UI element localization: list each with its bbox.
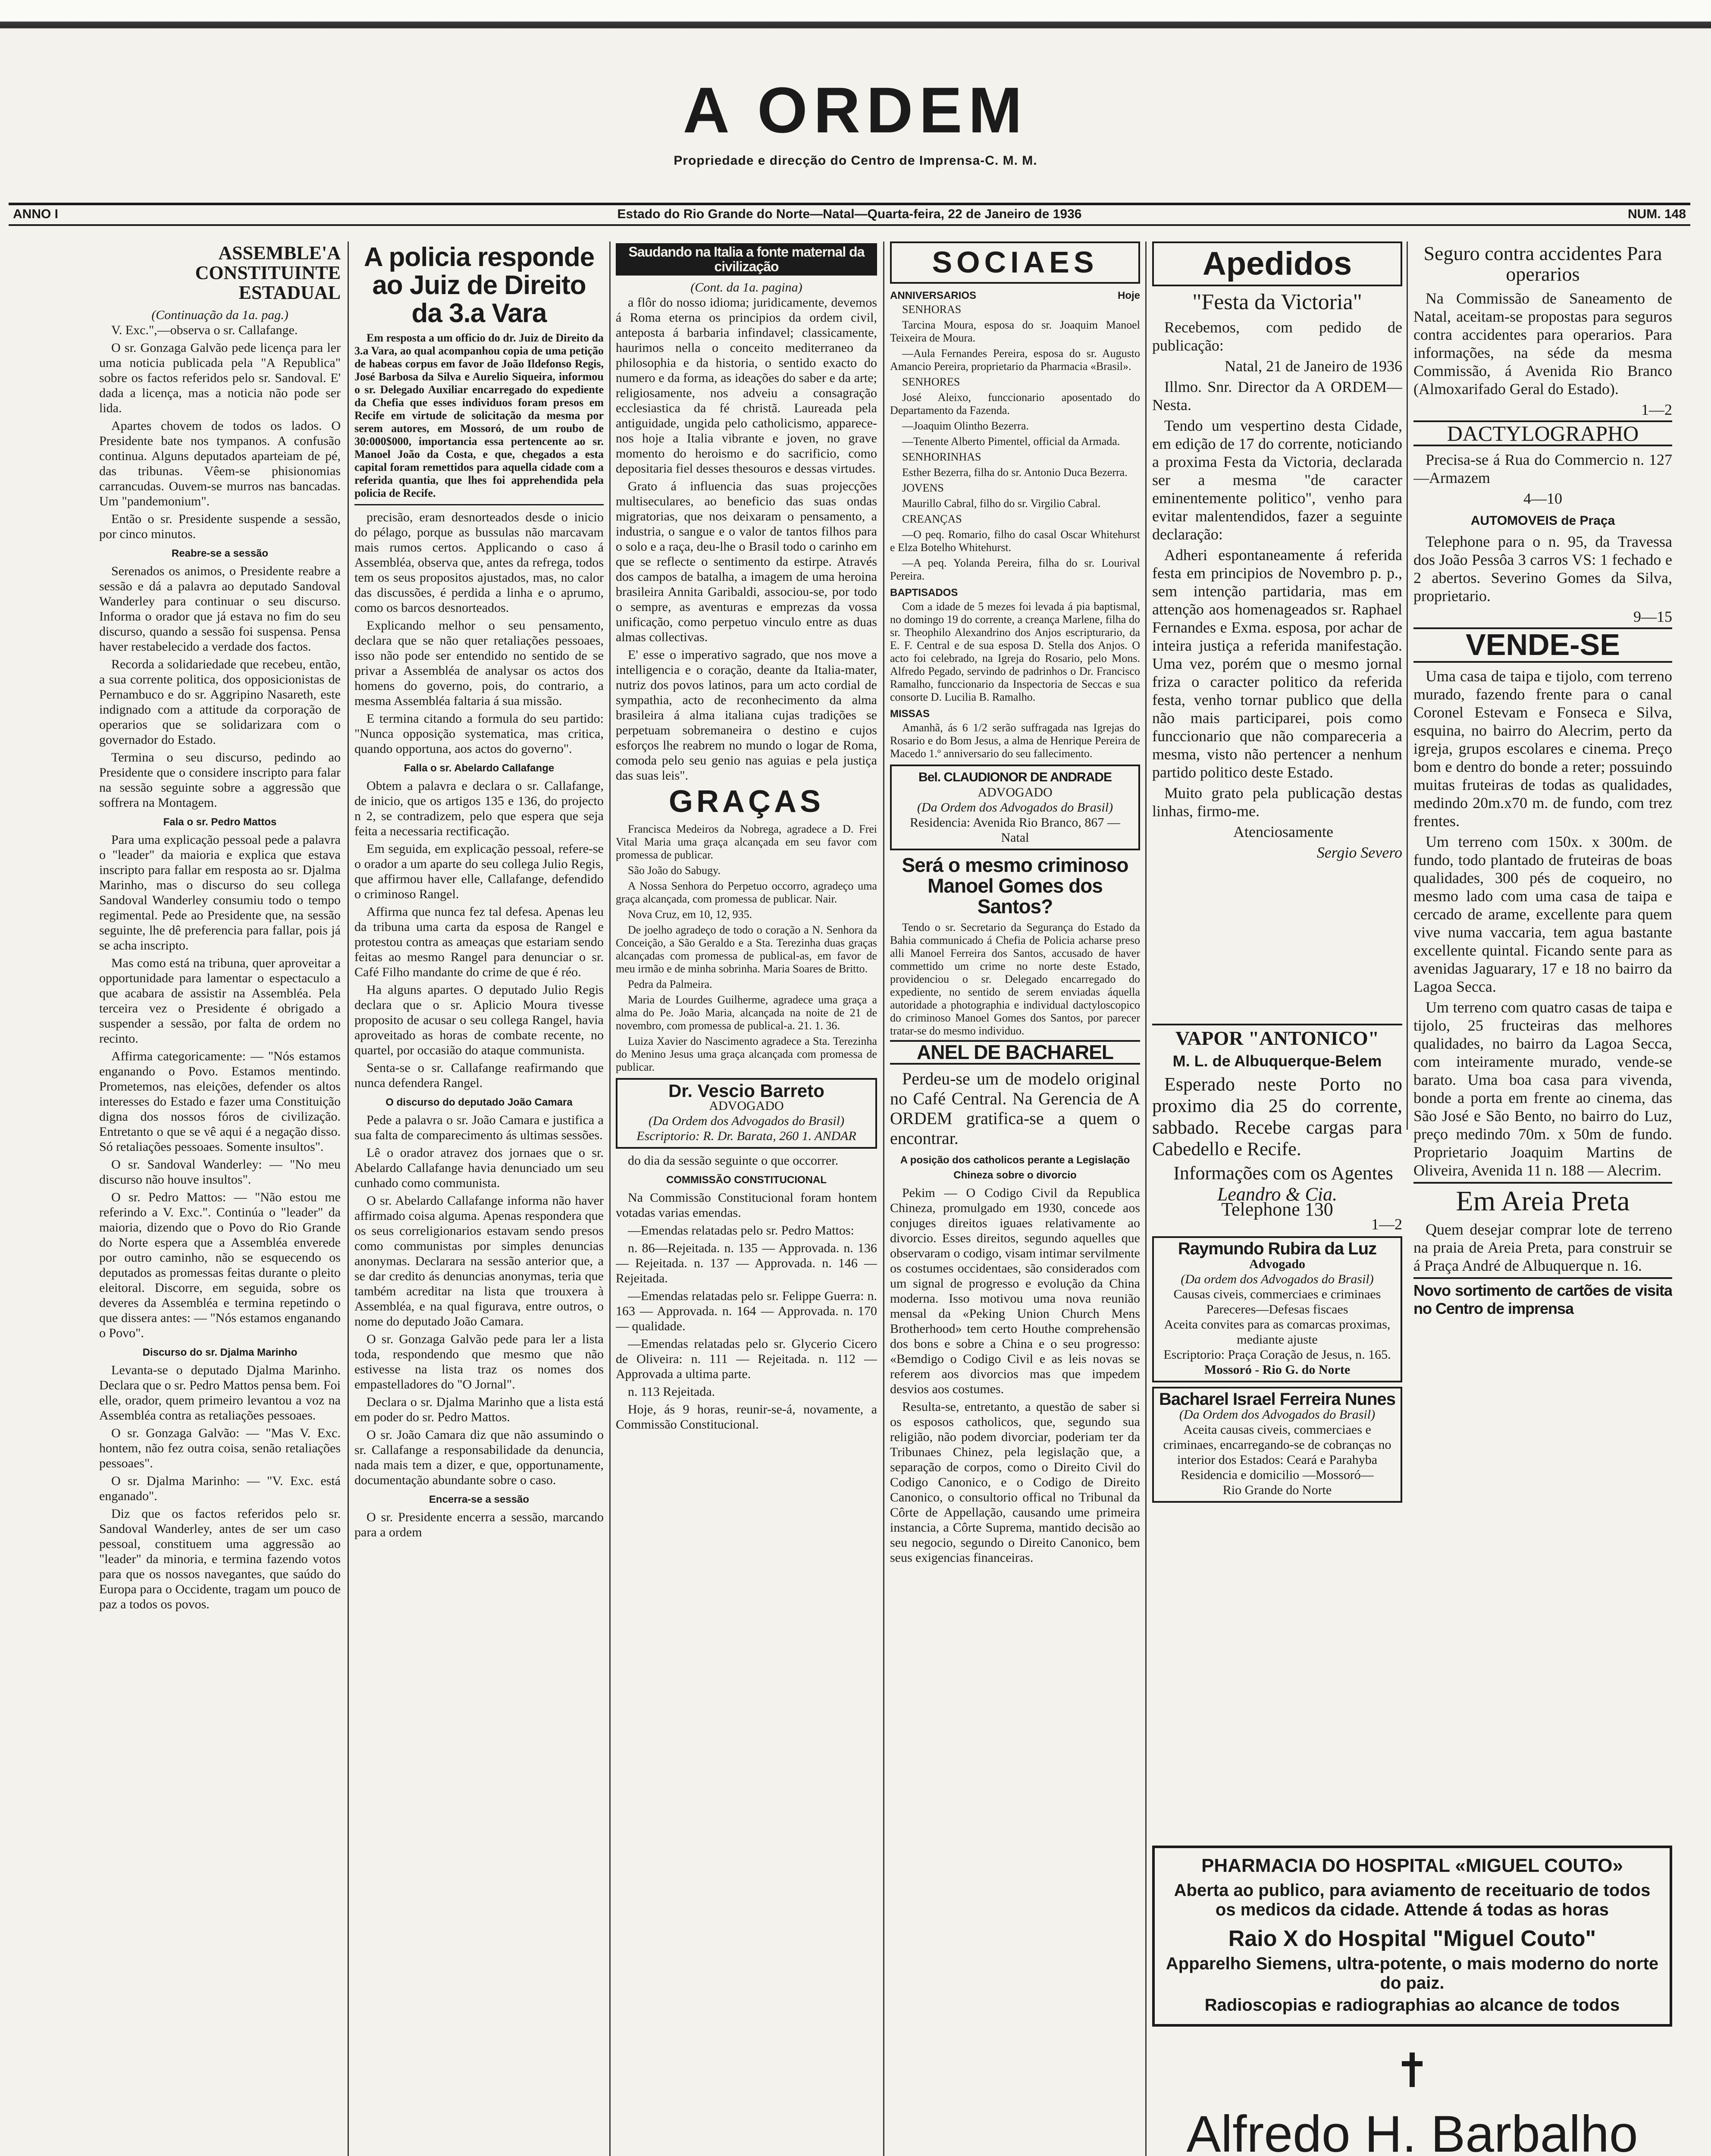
- paragraph: Atenciosamente: [1233, 823, 1333, 841]
- aniversarios-text: ANNIVERSARIOS: [890, 289, 977, 301]
- paragraph: Perdeu-se um de modelo original no Café Central. Na Gerencia de A ORDEM gratifica-se a quem o encontrar.: [890, 1069, 1140, 1148]
- headline-dactylographo: DACTYLOGRAPHO: [1413, 420, 1672, 447]
- signature: Sergio Severo: [1316, 844, 1402, 862]
- dateline-number: NUM. 148: [1627, 207, 1686, 221]
- paragraph: Com a idade de 5 mezes foi levada á pia baptismal, no domingo 19 do corrente, a creança Marlene, filha do sr. Theophilo Alexandrino dos Anjos escripturario, da E. F. Central e de sua esposa D. Stella dos Anjos. O acto foi celebrado, na Igreja do Rosario, pelo Mons. Alfredo Pegado, servindo de padrinhos o Dr. Francisco Ramalho, funccionario da Inspectoria de Seccas e sua consorte D. Lucilia B. Ramalho.: [890, 600, 1140, 703]
- dateline: [9, 203, 1690, 226]
- ad-note: (Da Ordem dos Advogados do Brasil): [917, 800, 1113, 815]
- ad-name: Dr. Vescio Barreto: [668, 1080, 824, 1101]
- paragraph: O sr. Abelardo Callafange informa não haver affirmado coisa alguma. Apenas respondera que os seus correligionarios estavam sendo presos como communistas por simples denuncias anonymas. Declarara na sessão anterior que, a se dar credito ás denuncias anonymas, teria que também acreditar na lista que trouxera à Assembléa, e na qual figurava, entre outros, o nome do deputado João Camara.: [354, 1194, 604, 1329]
- paragraph: Serenados os animos, o Presidente reabre a sessão e dá a palavra ao deputado Sandoval Wanderley para continuar o seu discurso. Informa o orador que já estava no fim do seu discurso, quando a sessão foi suspensa. Pensa haver restabelecido a verdade dos factos.: [99, 564, 341, 654]
- ad-text: Aceita causas civeis, commerciaes e criminaes, encarregando-se de cobranças no interior dos Estados: Ceará e Parahyba: [1163, 1423, 1391, 1467]
- paragraph: Mas como está na tribuna, quer aproveitar a opportunidade para lamentar o espectaculo a que acabara de assistir na Assembléa. Pela terceira vez o Presidente é obrigado a suspender a sessão, por falta de ordem no recinto.: [99, 956, 341, 1046]
- paragraph: O sr. João Camara diz que não assumindo o sr. Callafange a responsabilidade da denuncia, nada mais tem a dizer, e que, opportunamente, documentação abundante sobre o caso.: [354, 1428, 604, 1488]
- paragraph: O sr. Gonzaga Galvão pede licença para ler uma noticia publicada pela "A Republica" sobre os factos referidos pelo sr. Sandoval. E' dada a licença, mas a noticia não pode ser lida.: [99, 340, 341, 415]
- ad-note: (Da Ordem dos Advogados do Brasil): [648, 1113, 845, 1128]
- ad-role: ADVOGADO: [978, 785, 1053, 799]
- subheading: COMMISSÃO CONSTITUCIONAL: [666, 1174, 827, 1186]
- social-line: —Aula Fernandes Pereira, esposa do sr. Augusto Amancio Pereira, proprietario da Pharmacia «Brasil».: [890, 347, 1140, 373]
- column-classificados: [1413, 241, 1672, 1802]
- paragraph: Affirma categoricamente: — "Nós estamos enganando o Povo. Estamos mentindo. Prometemos, nas eleições, defender os altos interesses do Estado e fazer uma Constituição digna dos nossos fóros de civilização. Entretanto o que se vê aqui é a negação disso. Só retaliações pessoaes. Somente insultos".: [99, 1049, 341, 1154]
- graca-item: De joelho agradeço de todo o coração a N. Senhora da Conceição, a São Geraldo e a Sta. Terezinha duas graças alcançadas com promessa de publical-as, em favor de meu irmão e de minha sobrinha. Maria Soares de Britto.: [616, 923, 877, 975]
- paragraph: Na Commissão de Saneamento de Natal, aceitam-se propostas para seguros contra accidentes para operarios. Para informações, na séde da mesma Commissão, á Avenida Rio Branco (Almoxarifado Geral do Estado).: [1413, 289, 1672, 398]
- social-line: José Aleixo, funccionario aposentado do Departamento da Fazenda.: [890, 391, 1140, 417]
- paragraph: Affirma que nunca fez tal defesa. Apenas leu da tribuna uma carta da esposa de Rangel e protestou contra as ameaças que estariam sendo feitas ao mesmo Rangel para denunciar o sr. Café Filho mandante do crime de que é réo.: [354, 905, 604, 980]
- baptisados-label: BAPTISADOS: [890, 586, 958, 599]
- headline-criminoso: Será o mesmo criminoso Manoel Gomes dos Santos?: [902, 853, 1128, 918]
- agent-phone-ref: 1—2: [1371, 1216, 1402, 1233]
- graca-item: Pedra da Palmeira.: [628, 978, 712, 990]
- paragraph: Então o sr. Presidente suspende a sessão, por cinco minutos.: [99, 511, 341, 541]
- headline-assembleia: ASSEMBLE'A CONSTITUINTE ESTADUAL: [195, 242, 341, 304]
- ad-state: Rio Grande do Norte: [1222, 1483, 1332, 1498]
- ad-ref: 9—15: [1633, 608, 1672, 626]
- sociaes-title: SOCIAES: [890, 241, 1140, 284]
- newspaper-title: A ORDEM: [683, 74, 1028, 146]
- paragraph: Telephone para o n. 95, da Travessa dos João Pessôa 3 carros VS: 1 fechado e 2 abertos. Severino Gomes da Silva, proprietario.: [1413, 533, 1672, 605]
- obituary: [1152, 2044, 1672, 2156]
- ad-claudionor: [890, 765, 1140, 850]
- ad-city: Mossoró - Rio G. do Norte: [1204, 1363, 1351, 1377]
- graca-item: A Nossa Senhora do Perpetuo occorro, agradeço uma graça alcançada, com promessa de publicar. Nair.: [616, 879, 877, 905]
- paragraph: Apartes chovem de todos os lados. O Presidente bate nos tympanos. A confusão continua. Alguns deputados aparteiam de pé, das tribunas. Vêem-se phisionomias carrancudas. Ouvem-se murros nas bancadas. Um "pandemonium".: [99, 418, 341, 508]
- headline-italia: Saudando na Italia a fonte maternal da civilização: [616, 243, 877, 276]
- paragraph: O sr. Presidente encerra a sessão, marcando para a ordem: [354, 1510, 604, 1540]
- hoje-label: Hoje: [1117, 289, 1140, 301]
- paragraph: Recorda a solidariedade que recebeu, então, a sua corrente politica, dos opposicionistas de Pernambuco e do sr. Aggripino Nasareth, este indignado com a attitude da corporação de operarios que se solidarizara com o governador do Estado.: [99, 657, 341, 747]
- paragraph: Um terreno com 150x. x 300m. de fundo, todo plantado de fruteiras de boas qualidades, 300 pés de coqueiro, no mesmo lado com uma casa de taipa e cercado de arame, excellente para quem vive numa vaccaria, tem agua bastante excellente quintal. Ficando sente para as avenidas Jaguarary, 17 e 18 no bairro da Lagoa Secca.: [1413, 833, 1672, 995]
- social-line: CREANÇAS: [902, 512, 962, 525]
- pharmacy-box: [1152, 1846, 1672, 2027]
- graca-item: Maria de Lourdes Guilherme, agradece uma graça a alma do Pe. João Maria, alcançada na noite de 21 de novembro, com promessa de publical-a. 21. 1. 36.: [616, 993, 877, 1032]
- paragraph: Esperado neste Porto no proximo dia 25 do corrente, sabbado. Recebe cargas para Cabedello e Recife.: [1152, 1074, 1402, 1160]
- paragraph: Termina o seu discurso, pedindo ao Presidente que o considere inscripto para falar na sessão seguinte sobre a aggressão que soffrera na Montagem.: [99, 750, 341, 810]
- paragraph: Uma casa de taipa e tijolo, com terreno murado, fazendo frente para o canal Coronel Estevam e Fonseca e Silva, esquina, no bairro do Alecrim, perto da igreja, grupos escolares e cinema. Preço bom e dentro do bonde a reter; possuindo muitas fruteiras de todas as qualidades, medindo 20m.x70 m. de fundo, com trez frentes.: [1413, 667, 1672, 830]
- gracas-title: GRAÇAS: [668, 784, 824, 819]
- social-line: —O peq. Romario, filho do casal Oscar Whitehurst e Elza Botelho Whitehurst.: [890, 528, 1140, 554]
- agent-phone: Telephone 130: [1221, 1199, 1333, 1220]
- paragraph: O sr. Gonzaga Galvão pede para ler a lista toda, respondendo que mesmo que não estivesse na lista traz os nomes dos empastelladores do "O Jornal".: [354, 1332, 604, 1392]
- agent-name: Leandro & Cia.: [1217, 1184, 1338, 1205]
- social-line: SENHORAS: [902, 303, 962, 316]
- vapor-company: M. L. de Albuquerque-Belem: [1172, 1052, 1382, 1070]
- paragraph: Quem desejar comprar lote de terreno na praia de Areia Preta, para construir se á Praça André de Albuquerque n. 16.: [1413, 1220, 1672, 1274]
- ad-ref: 1—2: [1641, 401, 1672, 418]
- graca-item: Luiza Xavier do Nascimento agradece a Sta. Terezinha do Menino Jesus uma graça alcançada com promessa de publicar.: [616, 1034, 877, 1073]
- subheading: Fala o sr. Pedro Mattos: [163, 816, 277, 828]
- ad-raymundo: [1152, 1236, 1402, 1382]
- dateline-place-date: Estado do Rio Grande do Norte—Natal—Quarta-feira, 22 de Janeiro de 1936: [617, 207, 1082, 221]
- pharmacy-line: Radioscopias e radiographias ao alcance de todos: [1204, 1996, 1620, 2015]
- paragraph: Resulta-se, entretanto, a questão de saber si os esposos catholicos, que, segundo sua religião, não podem divorciar, poderiam ter da Tribunaes Chinez, pela legislação que, a separação de corpos, como o Direito Civil do Codigo Canonico, e o Codigo de Direito Canonico, o consultorio offical no Tribunal da Côrte de Appellação, causando ume primeira instancia, a Côrte Suprema, mantido decisão ao seu negocio, segundo o Direito Canonico, bem seus exigencias financeiras.: [890, 1399, 1140, 1565]
- obituary-name: Alfredo H. Barbalho: [1186, 2105, 1638, 2156]
- paragraph: Informações com os Agentes: [1173, 1163, 1393, 1184]
- ad-text: Escriptorio: Praça Coração de Jesus, n. 165.: [1163, 1348, 1391, 1362]
- paragraph: —Emendas relatadas pelo sr. Glycerio Cicero de Oliveira: n. 111 — Rejeitada. n. 112 — Approvada a ultima parte.: [616, 1336, 877, 1381]
- subheading: Reabre-se a sessão: [171, 547, 269, 559]
- subheading: Falla o sr. Abelardo Callafange: [404, 762, 555, 774]
- continued-note: (Cont. da 1a. pagina): [690, 280, 802, 295]
- paragraph: Ha alguns apartes. O deputado Julio Regis declara que o sr. Aplicio Moura tivesse proposito de acusar o seu collega Rangel, havia aproveitado as horas de combate recente, no quartel, por occasião do ataque communista.: [354, 983, 604, 1058]
- ad-note: (Da ordem dos Advogados do Brasil): [1181, 1272, 1374, 1287]
- subheading: A posição dos catholicos perante a Legislação Chineza sobre o divorcio: [900, 1154, 1130, 1181]
- paragraph: Precisa-se á Rua do Commercio n. 127—Armazem: [1413, 451, 1672, 487]
- paragraph: Pede a palavra o sr. João Camara e justifica a sua falta de comparecimento ás ultimas sessões.: [354, 1113, 604, 1143]
- social-line: SENHORINHAS: [902, 450, 981, 463]
- column-rule: [1145, 241, 1147, 2156]
- paragraph: O sr. Pedro Mattos: — "Não estou me referindo a V. Exc.". Continúa o "leader" da maioria, dizendo que o Povo do Rio Grande do Norte espera que a Assembléa enverede por outro caminho, não se esquecendo os deputados as promessas feitas durante o pleito eleitoral. Discorre, em seguida, sobre os deveres da Assembléa e termina repetindo o que dissera antes: — "Nós estamos enganando o Povo".: [99, 1190, 341, 1340]
- social-line: —Tenente Alberto Pimentel, official da Armada.: [902, 435, 1120, 448]
- paragraph: Recebemos, com pedido de publicação:: [1152, 319, 1402, 354]
- headline-areia-preta: Em Areia Preta: [1413, 1182, 1672, 1216]
- column-policia: [354, 241, 604, 2156]
- paragraph: Levanta-se o deputado Djalma Marinho. Declara que o sr. Pedro Mattos pensa bem. Foi elle, orador, quem primeiro levantou a voz na Assembléa contra as retaliações pessoaes.: [99, 1363, 341, 1423]
- headline-seguro: Seguro contra accidentes Para operarios: [1423, 242, 1662, 285]
- column-sociaes: [890, 241, 1140, 2156]
- headline-automoveis: AUTOMOVEIS de Praça: [1470, 514, 1615, 528]
- paragraph: Hoje, ás 9 horas, reunir-se-á, novamente, a Commissão Constitucional.: [616, 1402, 877, 1432]
- page-top-band: [0, 0, 1711, 39]
- paragraph: Na Commissão Constitucional foram hontem votadas varias emendas.: [616, 1190, 877, 1220]
- paragraph: Um terreno com quatro casas de taipa e tijolo, 25 fructeiras das melhores qualidades, no bairro da Lagoa Secca, com inteiramente murado, vende-se barato. Uma boa casa para vivenda, bonde a porta em frente ao cinema, das São José e São Bento, no bairro do Luz, preço medindo 70m. x 50m de fundo. Proprietario Joaquim Martins de Oliveira, Avenida 11 n. 188 — Alecrim.: [1413, 998, 1672, 1179]
- paragraph: O sr. Gonzaga Galvão: — "Mas V. Exc. hontem, não fez outra coisa, senão retaliações pessoaes".: [99, 1426, 341, 1470]
- paragraph: n. 113 Rejeitada.: [628, 1384, 715, 1399]
- paragraph: Em seguida, em explicação pessoal, refere-se o orador a um aparte do seu collega Julio Regis, que affirmou haver elle, Callafange, defendido o criminoso Rangel.: [354, 842, 604, 902]
- paragraph: O sr. Sandoval Wanderley: — "No meu discurso não houve insultos".: [99, 1157, 341, 1187]
- headline-anel: ANEL DE BACHAREL: [890, 1040, 1140, 1064]
- pharmacy-title: PHARMACIA DO HOSPITAL «MIGUEL COUTO»: [1201, 1855, 1623, 1876]
- headline-vapor: VAPOR "ANTONICO": [1152, 1024, 1402, 1049]
- ad-name: Bel. CLAUDIONOR DE ANDRADE: [918, 770, 1112, 784]
- paragraph: Tendo o sr. Secretario da Segurança do Estado da Bahia communicado á Chefia de Policia acharse preso alli Manoel Ferreira dos Santos, accusado de haver commettido um crime no norte deste Estado, providenciou o sr. Delegado encarregado do expediente, no sentido de serem enviadas áquella autoridade a photographia e individual dactyloscopico do criminoso Manoel Gomes dos Santos, por parecer tratar-se do mesmo individuo.: [890, 921, 1140, 1037]
- subheading: Encerra-se a sessão: [429, 1494, 530, 1506]
- paragraph: Diz que os factos referidos pelo sr. Sandoval Wanderley, antes de ser um caso pessoal, constituem uma aggressão ao "leader" da minoria, e termina fazendo votos para que os nossos navegantes, que saúdo do Europa para o Occidente, tragam um pouco de paz a todos os povos.: [99, 1506, 341, 1611]
- social-line: —A peq. Yolanda Pereira, filha do sr. Lourival Pereira.: [890, 556, 1140, 582]
- ad-note: (Da Ordem dos Advogados do Brasil): [1179, 1407, 1376, 1422]
- subheading: O discurso do deputado João Camara: [385, 1097, 573, 1109]
- paragraph: —Emendas relatadas pelo sr. Felippe Guerra: n. 163 — Approvada. n. 164 — Approvada. n. 170 — qualidade.: [616, 1288, 877, 1333]
- graca-item: Nova Cruz, em 10, 12, 935.: [628, 908, 752, 921]
- paragraph: Natal, 21 de Janeiro de 1936: [1225, 357, 1402, 375]
- ad-role: ADVOGADO: [709, 1098, 784, 1113]
- column-italia: [616, 241, 877, 2156]
- headline-festa: "Festa da Victoria": [1192, 289, 1362, 314]
- graca-item: São João do Sabugy.: [628, 864, 721, 877]
- column-rule: [883, 241, 884, 2156]
- ad-name: Bacharel Israel Ferreira Nunes: [1159, 1390, 1396, 1409]
- aniversarios-label: [890, 288, 1140, 303]
- paragraph: n. 86—Rejeitada. n. 135 — Approvada. n. 136 — Rejeitada. n. 137 — Approvada. n. 146 — Rejeitada.: [616, 1241, 877, 1285]
- paragraph: Tendo um vespertino desta Cidade, em edição de 17 do corrente, noticiando a proxima Festa da Victoria, declarada ser a mesma "de caracter eminentemente politico", venho para evitar malentendidos, fazer a seguinte declaração:: [1152, 417, 1402, 543]
- apedidos-title: Apedidos: [1152, 241, 1402, 286]
- paragraph: Senta-se o sr. Callafange reafirmando que nunca defendera Rangel.: [354, 1061, 604, 1091]
- newspaper-subtitle: Propriedade e direcção do Centro de Imprensa-C. M. M.: [674, 154, 1037, 168]
- ad-role: Advogado: [1249, 1257, 1306, 1272]
- masthead: [0, 74, 1711, 168]
- ad-vescio-barreto: [616, 1078, 877, 1149]
- social-line: Tarcina Moura, esposa do sr. Joaquim Manoel Teixeira de Moura.: [890, 318, 1140, 344]
- paragraph: Explicando melhor o seu pensamento, declara que se não quer retaliações pessoaes, isso não pode ser entendido no sentido de se privar a Assembléa de analysar os actos dos homens do governo, pois, do contrario, a mesma Assembléa faltaria á sua missão.: [354, 618, 604, 708]
- lead-paragraph: Em resposta a um officio do dr. Juiz de Direito da 3.a Vara, ao qual acompanhou copia de uma petição de habeas corpus em favor de João Ildefonso Regis, José Barbosa da Silva e Aurelio Siqueira, informou o sr. Delegado Auxiliar encarregado do expediente da Chefia que esses individuos foram presos em Recife em virtude de solicitação da mesma por serem autores, em Mossoró, de um roubo de 30:000$000, importancia essa pertencente ao sr. Manoel João da Costa, e que, chegados a esta capital foram remettidos para aquella cidade com a referida quantia, que lhes foi apprehendida pela policia de Recife.: [354, 332, 604, 500]
- social-line: —Joaquim Olintho Bezerra.: [902, 419, 1029, 432]
- column-rule: [609, 241, 611, 2156]
- ad-address: Residencia: Avenida Rio Branco, 867 — Natal: [910, 815, 1120, 845]
- paragraph: do dia da sessão seguinte o que occorrer.: [628, 1153, 839, 1168]
- paragraph: Grato á influencia das suas projecções multiseculares, ao beneficio das suas ondas migratorias, que nos deixaram o pensamento, a industria, o sangue e o valor de tantos filhos para o solo e a raça, deu-lhe o Brasil todo o carinho em que se reflecte o sentimento da estirpe. Através dos campos de batalha, a imagem de uma heroina brasileira Annita Garibaldi, associou-se, por todo o sempre, as aventuras e emprezas da vossa unificação, como perpetuo vinculo entre as duas almas collectivas.: [616, 479, 877, 645]
- paragraph: Lê o orador atravez dos jornaes que o sr. Abelardo Callafange havia denunciado um seu cunhado como communista.: [354, 1146, 604, 1191]
- headline-policia: A policia responde ao Juiz de Direito da 3.a Vara: [364, 242, 595, 329]
- pharmacy-line: Aberta ao publico, para aviamento de receituario de todos os medicos da cidade. Attende á todas as horas: [1174, 1881, 1651, 1919]
- social-line: JOVENS: [902, 481, 944, 494]
- divider: [354, 504, 604, 505]
- paragraph: V. Exc.",—observa o sr. Callafange.: [111, 323, 298, 337]
- column-vapor: [1152, 1022, 1402, 1927]
- pharmacy-line: Raio X do Hospital "Miguel Couto": [1228, 1926, 1596, 1951]
- paragraph: Amanhã, ás 6 1/2 serão suffragada nas Igrejas do Rosario e do Bom Jesus, a alma de Henrique Pereira de Macedo 1.º anniversario do seu fallecimento.: [890, 721, 1140, 760]
- ad-text: Causas civeis, commerciaes e criminaes: [1173, 1287, 1381, 1302]
- paragraph: E termina citando a formula do seu partido: "Nunca opposição systematica, mas critica, quando opportuna, aos actos do governo".: [354, 711, 604, 756]
- headline-vende-se: VENDE-SE: [1413, 627, 1672, 663]
- cross-icon: [1399, 2053, 1425, 2087]
- graca-item: Francisca Medeiros da Nobrega, agradece a D. Frei Vital Maria uma graça alcançada em seu favor com promessa de publicar.: [616, 822, 877, 861]
- ad-ref: 4—10: [1523, 490, 1562, 508]
- social-line: SENHORES: [902, 375, 960, 388]
- paragraph: precisão, eram desnorteados desde o inicio do pélago, porque as bussulas não marcavam mais rumos certos. Applicando o caso á Assembléa, observa que, antes da refrega, todos tem os seus propositos ajustados, mas, no calor das discussões, é perdida a linha e o aprumo, como os barcos desnorteados.: [354, 510, 604, 615]
- continued-note: (Continuação da 1a. pag.): [151, 307, 288, 322]
- ad-text: Pareceres—Defesas fiscaes: [1206, 1302, 1348, 1317]
- column-apedidos: [1152, 241, 1402, 1121]
- paragraph: Illmo. Snr. Director da A ORDEM—Nesta.: [1152, 378, 1402, 414]
- paragraph: Declara o sr. Djalma Marinho que a lista está em poder do sr. Pedro Mattos.: [354, 1395, 604, 1425]
- paragraph: Para uma explicação pessoal pede a palavra o "leader" da maioria e explica que estava inscripto para fallar em resposta ao sr. Djalma Marinho, mas o discurso do seu collega Sandoval Wanderley consumiu todo o tempo regimental. Pede ao Presidente que, na sessão seguinte, lhe dê preferencia para fallar, pois já se acha inscripto.: [99, 832, 341, 953]
- cartoes-notice: Novo sortimento de cartões de visita no Centro de imprensa: [1413, 1277, 1672, 1318]
- social-line: Maurillo Cabral, filho do sr. Virgilio Cabral.: [902, 497, 1101, 510]
- paragraph: Adheri espontaneamente á referida festa em principios de Novembro p. p., sem intenção partidaria, mas em attenção aos homenageados sr. Raphael Fernandes e Exma. esposa, por achar de inteira justiça a referida manifestação. Uma vez, porém que o mesmo jornal friza o caracter politico da referida festa, venho tornar publico que della não mais participarei, pois como funccionario que não compareceria a mesma, visto não pertencer a nenhum partido politico deste Estado.: [1152, 546, 1402, 781]
- column-rule: [1407, 241, 1408, 1130]
- ad-address: Residencia e domicilio —Mossoró—: [1181, 1468, 1374, 1482]
- paragraph: Muito grato pela publicação destas linhas, firmo-me.: [1152, 784, 1402, 820]
- ad-israel: [1152, 1387, 1402, 1503]
- subheading: Discurso do sr. Djalma Marinho: [142, 1346, 298, 1358]
- missas-label: MISSAS: [890, 708, 930, 720]
- paragraph: E' esse o imperativo sagrado, que nos move a intelligencia e o coração, deante da Italia-mater, nutriz dos povos latinos, para um acto cordial de sympathia, acto de reconhecimento da alma brasileira á alma italiana cujas tradições se perpetuam sobremaneira o destino e cujos esforços lhe reabrem no mundo o logar de Roma, comoda pelo seu genio nas aguias e pela justiça das suas leis".: [616, 648, 877, 783]
- social-line: Esther Bezerra, filha do sr. Antonio Duca Bezerra.: [902, 466, 1128, 479]
- paragraph: Obtem a palavra e declara o sr. Callafange, de inicio, que os artigos 135 e 136, do projecto n 2, se contradizem, pelo que espera que seja feita a necessaria rectificação.: [354, 779, 604, 839]
- paragraph: O sr. Djalma Marinho: — "V. Exc. está enganado".: [99, 1473, 341, 1503]
- pharmacy-line: Apparelho Siemens, ultra-potente, o mais moderno do norte do paiz.: [1166, 1954, 1659, 1993]
- paragraph: —Emendas relatadas pelo sr. Pedro Mattos:: [628, 1223, 854, 1238]
- paragraph: Pekim — O Codigo Civil da Republica Chineza, promulgado em 1930, concede aos conjuges direitos iguaes relativamente ao divorcio. Esses direitos, segundo aquelles que observaram o codigo, visam intimar servilmente os costumes occidentaes, são considerados com um signal de progresso e evolução da China moderna. Isso motivou uma nova reunião mensal da «Peking Union Church Mens Brotherhood» tem certo Houthe comprehensão dos bons e sobre a China e o seu progresso: «Bemdigo o Codigo Civil e as leis novas se referem aos divorcios mas que impedem desvios aos costumes.: [890, 1185, 1140, 1396]
- dateline-year: ANNO I: [13, 207, 58, 221]
- column-assembleia: [99, 241, 341, 2156]
- ad-address: Escriptorio: R. Dr. Barata, 260 1. ANDAR: [636, 1128, 856, 1143]
- ad-text: Aceita convites para as comarcas proximas, mediante ajuste: [1164, 1317, 1391, 1347]
- ad-name: Raymundo Rubira da Luz: [1178, 1239, 1377, 1259]
- paragraph: a flôr do nosso idioma; juridicamente, devemos á Roma eterna os principios da ordem civil, anteposta á barbaria infindavel; classicamente, haurimos nella o conceito mediterraneo da philosophia e da historia, o sentido exacto do numero e da forma, as ideações do saber e da arte; religiosamente, nos adveiu a consagração ecclesiastica da fé christã. Laureada pela antiguidade, ungida pelo catholicismo, apparece-nos hoje a Italia vibrante e joven, no grave momento do heroismo e do sacrificio, como depositaria fiel desses thesouros e dessas virtudes.: [616, 295, 877, 476]
- column-rule: [348, 241, 349, 2156]
